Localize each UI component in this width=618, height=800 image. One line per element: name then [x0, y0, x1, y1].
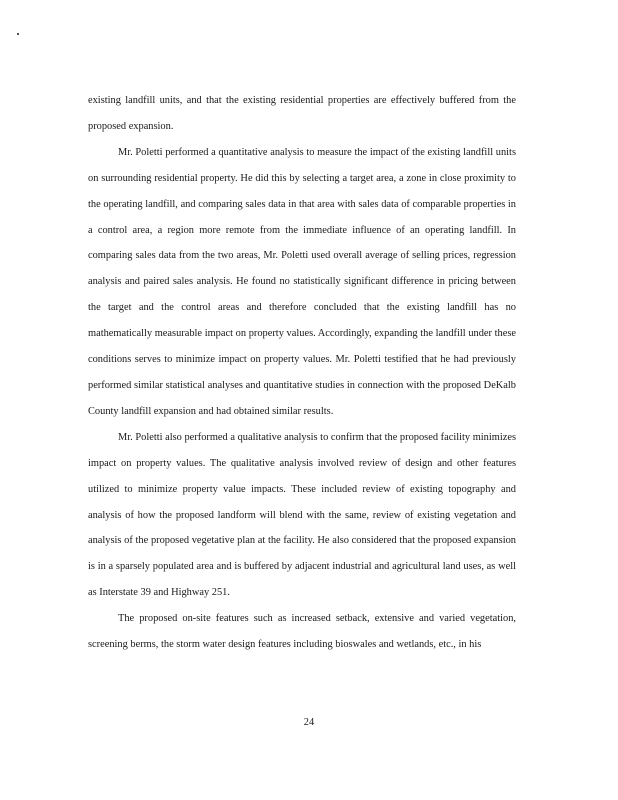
paragraph-quantitative-analysis: Mr. Poletti performed a quantitative analysis to measure the impact of the existing landfill units on surrounding residential property. He did this by selecting a target area, a zone in close proximity to the operating landfill, and comparing sales data in that area with sales data of comparable properties in a control area, a region more remote from the immediate influence of an operating landfill. In comparing sales data from the two areas, Mr. Poletti used overall average of selling prices, regression analysis and paired sales analysis. He found no statistically significant difference in pricing between the target and the control areas and therefore concluded that the existing landfill has no mathematically measurable impact on property values. Accordingly, expanding the landfill under these conditions serves to minimize impact on property values. Mr. Poletti testified that he had previously performed similar statistical analyses and quantitative studies in connection with the proposed DeKalb County landfill expansion and had obtained similar results.	[88, 146, 516, 417]
paragraph-qualitative-analysis: Mr. Poletti also performed a qualitative analysis to confirm that the proposed facility minimizes impact on property values. The qualitative analysis involved review of design and other features utilized to minimize property value impacts. These included review of existing topography and analysis of how the proposed landform will blend with the same, review of existing vegetation and analysis of the proposed vegetative plan at the facility. He also considered that the proposed expansion is in a sparsely populated area and is buffered by adjacent industrial and agricultural land uses, as well as Interstate 39 and Highway 251.	[88, 431, 516, 599]
body-text	[88, 88, 516, 658]
paragraph-continuation: existing landfill units, and that the existing residential properties are effectively buffered from the proposed expansion.	[88, 95, 516, 132]
scan-speck	[17, 33, 19, 35]
page-number: 24	[303, 717, 315, 728]
paragraph-onsite-features: The proposed on-site features such as increased setback, extensive and varied vegetation, screening berms, the storm water design features including bioswales and wetlands, etc., in his	[88, 613, 516, 651]
